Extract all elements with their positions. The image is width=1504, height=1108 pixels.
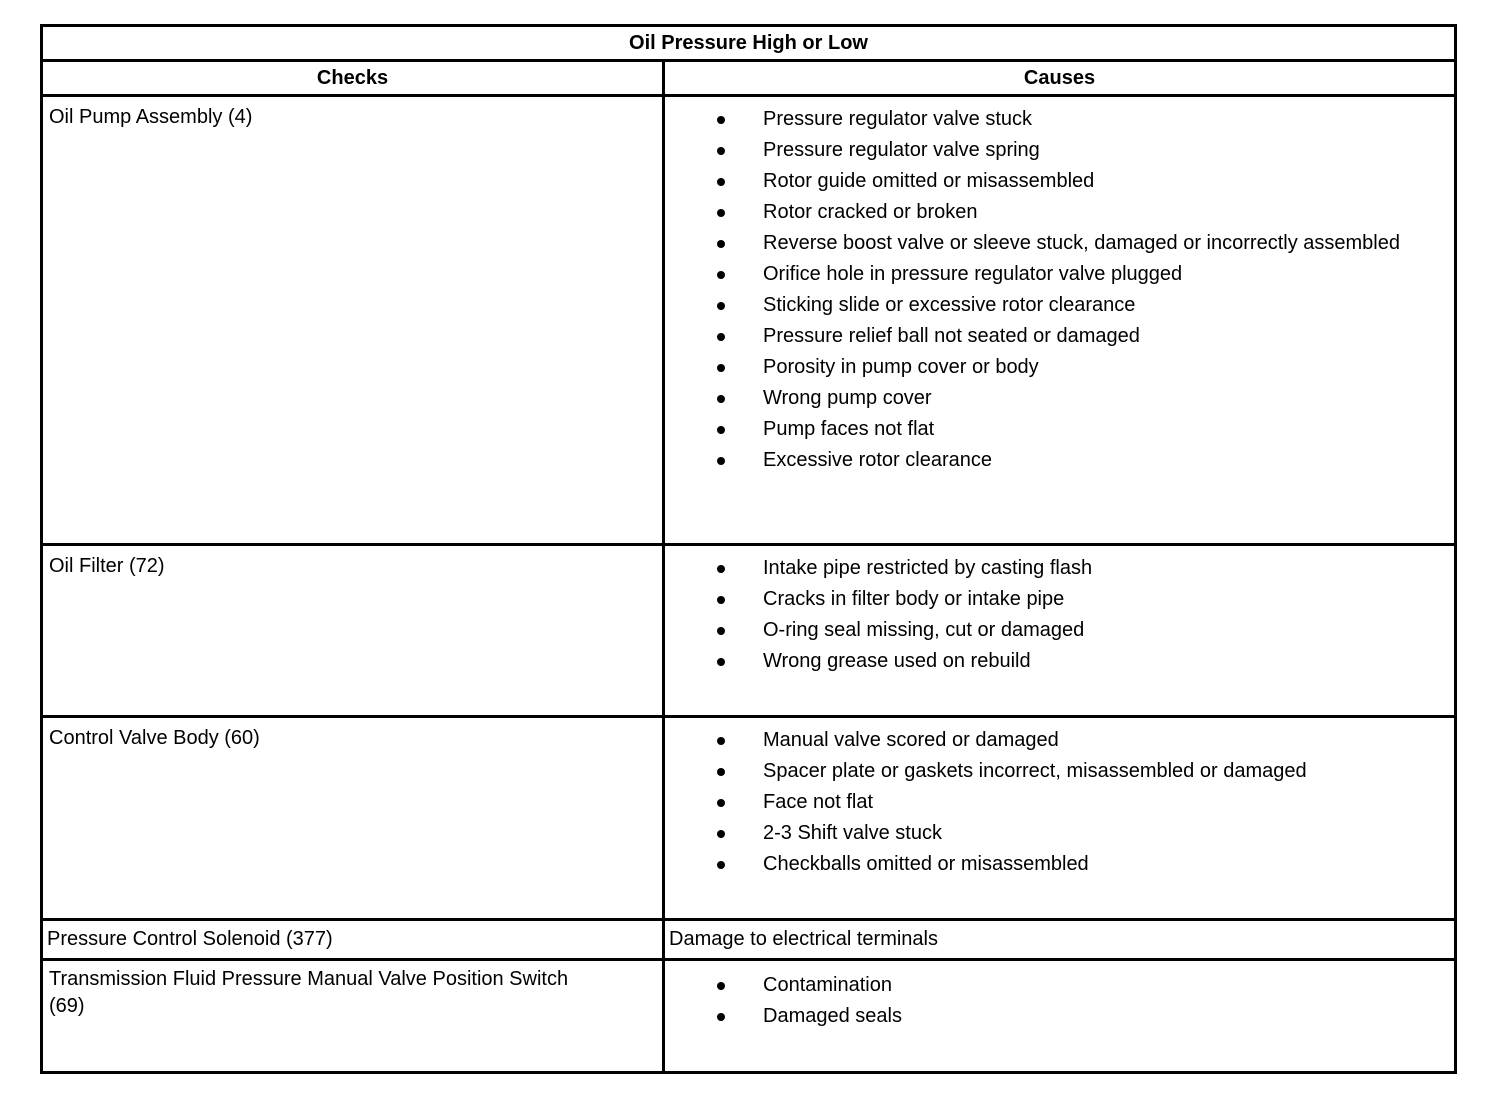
causes-list [665, 972, 1454, 1029]
cause-item [665, 851, 1454, 877]
table-row [42, 545, 1456, 717]
cause-text: Pressure regulator valve stuck [763, 108, 1033, 130]
cause-text: Pressure regulator valve spring [763, 139, 1040, 161]
cause-item [665, 137, 1454, 163]
bullet-icon [717, 768, 725, 776]
bullet-icon [717, 565, 725, 573]
cause-text: Rotor guide omitted or misassembled [763, 170, 1095, 192]
cause-text: Wrong grease used on rebuild [763, 650, 1031, 672]
oil-pressure-table [40, 24, 1457, 1074]
check-cell: Pressure Control Solenoid (377) [42, 920, 664, 960]
check-cell: Transmission Fluid Pressure Manual Valve Position Switch (69) [42, 960, 664, 1073]
cause-item [665, 648, 1454, 674]
check-cell: Oil Pump Assembly (4) [42, 96, 664, 545]
table-row [42, 920, 1456, 960]
bullet-icon [717, 830, 725, 838]
cause-item [665, 617, 1454, 643]
title-row [42, 26, 1456, 61]
cause-text: O-ring seal missing, cut or damaged [763, 619, 1085, 641]
cause-text: Reverse boost valve or sleeve stuck, damaged or incorrectly assembled [763, 232, 1400, 254]
check-cell: Oil Filter (72) [42, 545, 664, 717]
cause-item [665, 199, 1454, 225]
cause-item [665, 261, 1454, 287]
cause-item [665, 758, 1454, 784]
cause-text: Damaged seals [763, 1005, 902, 1027]
bullet-icon [717, 302, 725, 310]
header-causes: Causes [664, 61, 1456, 96]
cause-text: Wrong pump cover [763, 387, 932, 409]
cause-item [665, 354, 1454, 380]
table-row [42, 960, 1456, 1073]
check-cell: Control Valve Body (60) [42, 717, 664, 920]
causes-cell [664, 960, 1456, 1073]
cause-text: Manual valve scored or damaged [763, 729, 1059, 751]
bullet-icon [717, 861, 725, 869]
cause-text: Checkballs omitted or misassembled [763, 853, 1089, 875]
cause-text: Excessive rotor clearance [763, 449, 992, 471]
causes-list [665, 555, 1454, 674]
bullet-icon [717, 240, 725, 248]
cause-item [665, 292, 1454, 318]
cause-text: Pump faces not flat [763, 418, 935, 440]
cause-text: Porosity in pump cover or body [763, 356, 1039, 378]
bullet-icon [717, 364, 725, 372]
causes-list [665, 727, 1454, 877]
bullet-icon [717, 426, 725, 434]
bullet-icon [717, 271, 725, 279]
cause-item [665, 586, 1454, 612]
cause-item [665, 385, 1454, 411]
bullet-icon [717, 737, 725, 745]
table-title: Oil Pressure High or Low [42, 26, 1456, 61]
cause-item [665, 820, 1454, 846]
cause-text: Intake pipe restricted by casting flash [763, 557, 1093, 579]
cause-item [665, 230, 1454, 256]
causes-cell [664, 96, 1456, 545]
cause-text: Face not flat [763, 791, 874, 813]
bullet-icon [717, 457, 725, 465]
cause-item [665, 447, 1454, 473]
causes-list [665, 106, 1454, 473]
causes-cell: Damage to electrical terminals [664, 920, 1456, 960]
table-row [42, 717, 1456, 920]
header-checks: Checks [42, 61, 664, 96]
cause-text: Sticking slide or excessive rotor clearance [763, 294, 1136, 316]
cause-item [665, 972, 1454, 998]
cause-text: Rotor cracked or broken [763, 201, 978, 223]
cause-item [665, 106, 1454, 132]
header-row [42, 61, 1456, 96]
table-row [42, 96, 1456, 545]
bullet-icon [717, 658, 725, 666]
bullet-icon [717, 178, 725, 186]
cause-text: 2-3 Shift valve stuck [763, 822, 942, 844]
bullet-icon [717, 147, 725, 155]
cause-item [665, 789, 1454, 815]
bullet-icon [717, 209, 725, 217]
cause-text: Orifice hole in pressure regulator valve plugged [763, 263, 1183, 285]
cause-item [665, 168, 1454, 194]
causes-cell [664, 545, 1456, 717]
bullet-icon [717, 116, 725, 124]
cause-text: Pressure relief ball not seated or damaged [763, 325, 1140, 347]
bullet-icon [717, 333, 725, 341]
cause-text: Contamination [763, 974, 892, 996]
cause-item [665, 555, 1454, 581]
bullet-icon [717, 627, 725, 635]
cause-item [665, 727, 1454, 753]
cause-text: Spacer plate or gaskets incorrect, misassembled or damaged [763, 760, 1307, 782]
cause-item [665, 323, 1454, 349]
bullet-icon [717, 1013, 725, 1021]
bullet-icon [717, 799, 725, 807]
cause-item [665, 416, 1454, 442]
bullet-icon [717, 596, 725, 604]
bullet-icon [717, 395, 725, 403]
bullet-icon [717, 982, 725, 990]
cause-text: Cracks in filter body or intake pipe [763, 588, 1065, 610]
causes-cell [664, 717, 1456, 920]
cause-item [665, 1003, 1454, 1029]
